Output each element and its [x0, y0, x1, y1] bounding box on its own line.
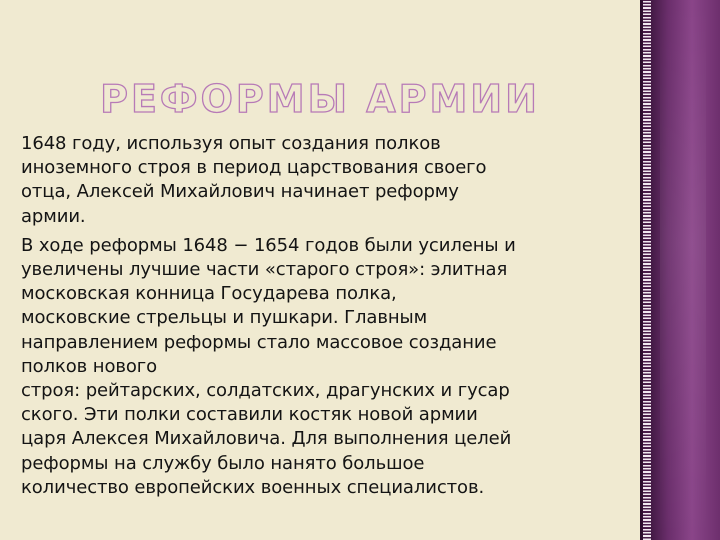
text-line: московские стрельцы и пушкари. Главным — [21, 307, 428, 329]
paragraph-2 — [21, 234, 619, 500]
slide-title: РЕФОРМЫ АРМИИ — [100, 77, 540, 121]
text-line: увеличены лучшие части «старого строя»: элитная — [21, 259, 508, 281]
text-line: направлением реформы стало массовое создание — [21, 331, 497, 353]
text-line: В ходе реформы 1648 − 1654 годов были усилены и — [21, 234, 516, 256]
striped-border — [643, 0, 651, 540]
text-line: количество европейских военных специалистов. — [21, 476, 485, 498]
slide-title-svg — [100, 76, 540, 121]
panel-shine — [660, 0, 706, 540]
text-line: иноземного строя в период царствования своего — [21, 157, 487, 179]
paragraph-1 — [21, 132, 619, 229]
text-line: ского. Эти полки составили костяк новой армии — [21, 404, 478, 426]
slide-title-wrap — [0, 76, 640, 120]
text-line: полков нового — [21, 355, 158, 377]
text-line: 1648 году, используя опыт создания полков — [21, 133, 441, 154]
text-line: царя Алексея Михайловича. Для выполнения целей — [21, 428, 512, 450]
text-line: армии. — [21, 205, 86, 227]
slide-body — [21, 132, 619, 505]
text-line: реформы на службу было нанято большое — [21, 452, 425, 474]
decorative-side-panel — [640, 0, 720, 540]
text-line: отца, Алексей Михайлович начинает реформу — [21, 181, 459, 203]
text-line: строя: рейтарских, солдатских, драгунских и гусар — [21, 380, 510, 402]
text-line: московская конница Государева полка, — [21, 283, 397, 305]
